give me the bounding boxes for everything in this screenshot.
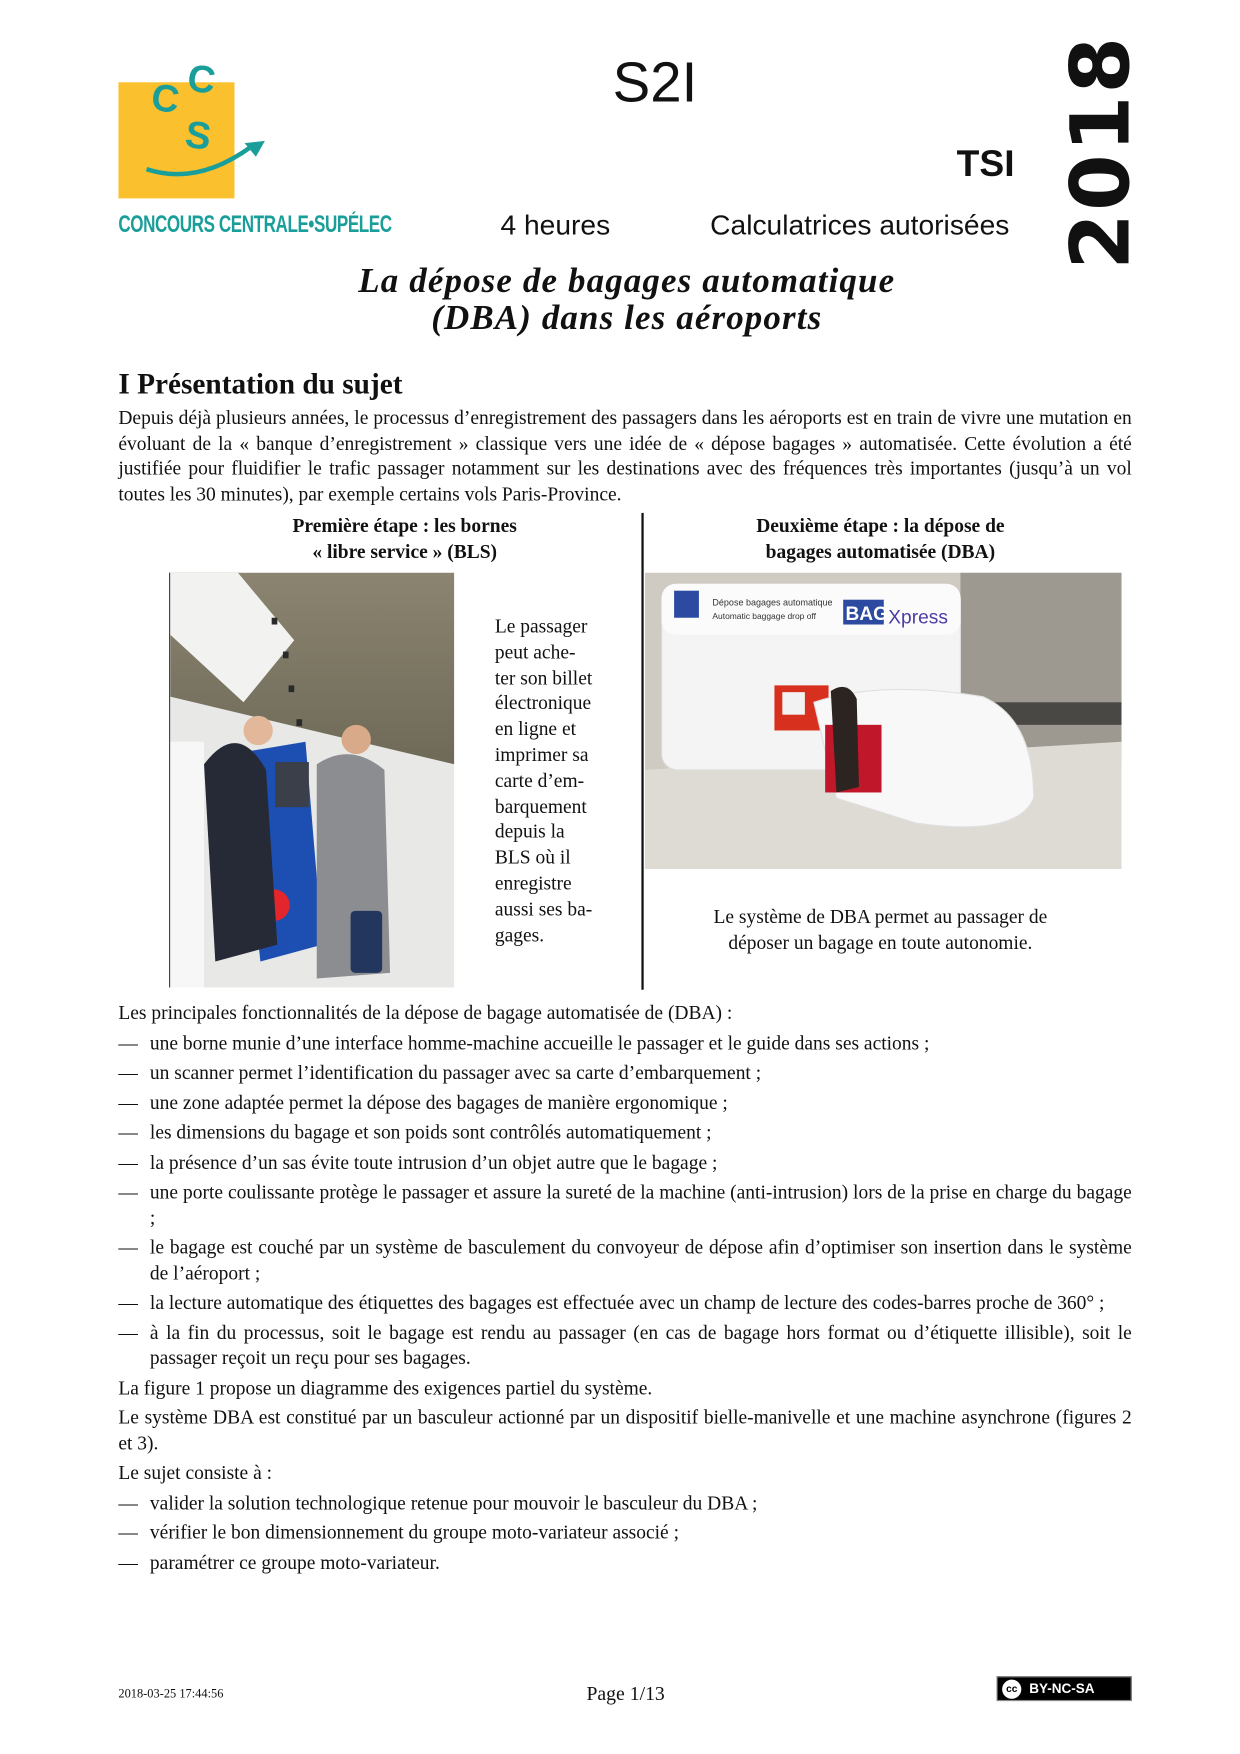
list-item <box>118 1491 1131 1516</box>
paragraph: Le système DBA est constitué par un basculeur actionné par un dispositif bielle-manivelle et une machine asynchrone (figures 2 et 3). <box>118 1406 1132 1454</box>
heading-line: Deuxième étape : la dépose de <box>756 515 1005 537</box>
svg-text:S: S <box>182 112 214 160</box>
list-item-text: les dimensions du bagage et son poids sont contrôlés automatiquement ; <box>149 1121 712 1144</box>
dash-bullet: — <box>118 1151 138 1173</box>
text-line: Le passager <box>494 615 588 637</box>
list-item-text: une porte coulissante protège le passager et assure la sureté de la machine (anti-intrusion) lors de la prise en charge du bagage ; <box>149 1181 1132 1229</box>
features-intro: Les principales fonctionnalités de la dépose de bagage automatisée de (DBA) : <box>118 1002 733 1024</box>
list-item <box>118 1291 1131 1316</box>
text-line: barquement <box>494 795 587 817</box>
logo-text: CONCOURS CENTRALE•SUPÉLEC <box>118 211 392 238</box>
list-item-text: la présence d’un sas évite toute intrusion d’un objet autre que le bagage ; <box>149 1151 718 1173</box>
bls-description <box>495 614 619 948</box>
list-item <box>118 1321 1131 1372</box>
dash-bullet: — <box>118 1491 138 1514</box>
list-item <box>118 1061 1131 1086</box>
text-line: enregistre <box>494 872 572 894</box>
year-text: 2018 <box>1052 34 1148 270</box>
dash-bullet: — <box>118 1121 138 1144</box>
title-line: (DBA) dans les aéroports <box>431 297 823 338</box>
license-badge <box>997 1676 1132 1701</box>
list-item <box>118 1150 1131 1175</box>
svg-text:C: C <box>148 75 183 123</box>
dash-bullet: — <box>118 1091 138 1114</box>
brand-xpress: Xpress <box>888 607 948 629</box>
dash-bullet: — <box>118 1236 138 1259</box>
text-line: BLS où il <box>494 846 571 869</box>
list-item-text: à la fin du processus, soit le bagage est rendu au passager (en cas de bagage hors format ou d’étiquette illisible), soit le passager reçoit un reçu pour ses bagages. <box>149 1321 1132 1369</box>
list-item-text: paramétrer ce groupe moto-variateur. <box>149 1551 440 1574</box>
list-item <box>118 1091 1131 1116</box>
text-line: en ligne et <box>494 718 577 740</box>
list-item <box>118 1551 1131 1576</box>
paragraph: La figure 1 propose un diagramme des exigences partiel du système. <box>118 1376 653 1399</box>
list-item-text: vérifier le bon dimensionnement du groupe moto-variateur associé ; <box>149 1521 679 1544</box>
subject-label: S2I <box>612 50 698 114</box>
list-item-text: la lecture automatique des étiquettes des bagages est effectuée avec un champ de lecture des codes-barres proche de 360° ; <box>149 1291 1105 1314</box>
list-item-text: une zone adaptée permet la dépose des bagages de manière ergonomique ; <box>149 1091 728 1114</box>
dba-caption <box>665 905 1096 956</box>
heading-line: « libre service » (BLS) <box>312 540 498 562</box>
sign-text: Automatic baggage drop off <box>712 610 816 621</box>
document-title <box>225 262 1028 336</box>
bls-kiosk-photo <box>169 573 454 988</box>
concours-logo <box>118 62 270 203</box>
list-item <box>118 1121 1131 1146</box>
list-item-text: une borne munie d’une interface homme-machine accueille le passager et le guide dans ses actions ; <box>149 1032 930 1054</box>
list-item-text: le bagage est couché par un système de basculement du convoyeur de dépose afin d’optimiser son insertion dans le système de l’aéroport ; <box>149 1236 1132 1284</box>
list-item <box>118 1521 1131 1546</box>
footer-timestamp: 2018-03-25 17:44:56 <box>118 1687 224 1702</box>
caption-line: déposer un bagage en toute autonomie. <box>728 931 1033 954</box>
paragraph: Le sujet consiste à : <box>118 1462 273 1484</box>
list-item-text: un scanner permet l’identification du passager avec sa carte d’embarquement ; <box>149 1061 762 1084</box>
dash-bullet: — <box>118 1181 138 1203</box>
title-line: La dépose de bagages automatique <box>358 260 896 300</box>
text-line: depuis la <box>494 821 565 843</box>
text-line: aussi ses ba- <box>494 898 593 920</box>
heading-line: bagages automatisée (DBA) <box>765 540 996 562</box>
duration-label: 4 heures <box>500 209 611 242</box>
track-label: TSI <box>956 142 1015 184</box>
text-line: imprimer sa <box>494 743 589 766</box>
svg-text:C: C <box>184 61 219 103</box>
list-item <box>118 1180 1131 1231</box>
intro-paragraph: Depuis déjà plusieurs années, le processus d’enregistrement des passagers dans les aéroports est en train de vivre une mutation en évoluant de la « banque d’enregistrement » classique vers une idée de « dépose bagages » automatisée. Cette évolution a été justifiée pour fluidifier le trafic passager notamment sur les destinations avec des fréquences très importantes (jusqu’à un vol toutes les 30 minutes), par exemple certains vols Paris-Province. <box>118 406 1132 505</box>
brand-bag: BAG <box>845 603 889 625</box>
year-label <box>1048 34 1152 270</box>
text-line: électronique <box>494 692 592 715</box>
calculators-label: Calculatrices autorisées <box>710 209 1010 242</box>
dash-bullet: — <box>118 1521 138 1544</box>
dash-bullet: — <box>118 1551 138 1574</box>
text-line: carte d’em- <box>494 769 585 792</box>
dash-bullet: — <box>118 1321 138 1344</box>
dash-bullet: — <box>118 1291 138 1314</box>
dash-bullet: — <box>118 1061 138 1084</box>
heading-line: Première étape : les bornes <box>292 515 517 537</box>
right-column-heading <box>655 514 1106 565</box>
section-heading: I Présentation du sujet <box>118 367 403 401</box>
list-item <box>118 1235 1131 1286</box>
text-line: peut ache- <box>494 641 576 663</box>
page-number: Page 1/13 <box>586 1681 665 1705</box>
text-line: ter son billet <box>494 666 593 689</box>
column-divider <box>641 513 643 990</box>
features-section <box>118 1001 1131 1576</box>
caption-line: Le système de DBA permet au passager de <box>713 906 1048 928</box>
sign-text: Dépose bagages automatique <box>712 597 833 608</box>
left-column-heading <box>179 514 630 565</box>
text-line: gages. <box>494 923 545 946</box>
dba-machine-photo <box>645 573 1122 869</box>
list-item-text: valider la solution technologique retenue pour mouvoir le basculeur du DBA ; <box>149 1491 758 1514</box>
license-text: BY-NC-SA <box>1029 1680 1095 1697</box>
list-item <box>118 1031 1131 1056</box>
dash-bullet: — <box>118 1032 138 1054</box>
creative-commons-icon: cc <box>1001 1678 1022 1699</box>
